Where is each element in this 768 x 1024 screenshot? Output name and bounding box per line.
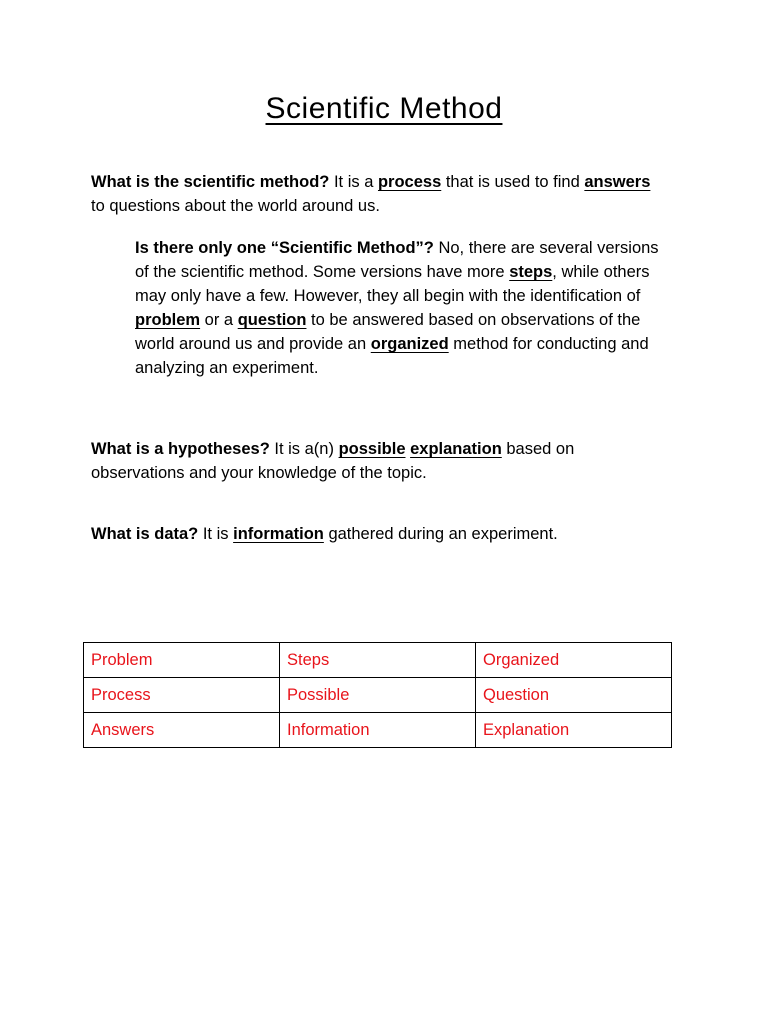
table-cell: Question: [476, 678, 672, 713]
table-cell: Explanation: [476, 713, 672, 748]
answer-blank: information: [233, 525, 324, 543]
question-label: What is the scientific method?: [91, 173, 330, 191]
table-cell: Process: [84, 678, 280, 713]
text: gathered during an experiment.: [323, 525, 558, 543]
definition-hypothesis: [91, 437, 651, 485]
word-bank-table: [83, 642, 672, 748]
answer-blank: question: [237, 311, 307, 329]
answer-blank: steps: [509, 263, 553, 281]
question-label: What is a hypotheses?: [91, 440, 270, 458]
answer-blank: explanation: [410, 440, 502, 458]
answer-blank: organized: [370, 335, 449, 353]
question-label: Is there only one “Scientific Method”?: [135, 239, 434, 257]
text: No, there are several versions of the scientific method. Some versions have more: [135, 239, 659, 281]
text: or a: [200, 311, 238, 329]
text: It is: [198, 525, 234, 543]
table-row: [84, 713, 672, 748]
table-cell: Problem: [84, 643, 280, 678]
table-cell: Answers: [84, 713, 280, 748]
question-label: What is data?: [91, 525, 199, 543]
answer-blank: possible: [338, 440, 406, 458]
answer-blank: answers: [584, 173, 651, 191]
text: to be answered based on observations of the world around us and provide an: [135, 311, 641, 353]
table-cell: Information: [280, 713, 476, 748]
definition-scientific-method: [91, 170, 651, 218]
text: It is a: [329, 173, 378, 191]
table-row: [84, 678, 672, 713]
table-cell: Steps: [280, 643, 476, 678]
table-cell: Possible: [280, 678, 476, 713]
table-row: [84, 643, 672, 678]
definition-one-method: [135, 236, 675, 380]
text: method for conducting and analyzing an experiment.: [135, 335, 649, 377]
text: It is a(n): [269, 440, 339, 458]
text: based on observations and your knowledge of the topic.: [91, 440, 575, 482]
page-title: [0, 92, 768, 126]
page-title-text: Scientific Method: [265, 92, 503, 125]
text: , while others may only have a few. However, they all begin with the identification of: [135, 263, 650, 305]
answer-blank: process: [377, 173, 442, 191]
definition-data: [91, 522, 651, 546]
text: to questions about the world around us.: [91, 197, 380, 215]
table-cell: Organized: [476, 643, 672, 678]
text: that is used to find: [441, 173, 585, 191]
answer-blank: problem: [135, 311, 201, 329]
